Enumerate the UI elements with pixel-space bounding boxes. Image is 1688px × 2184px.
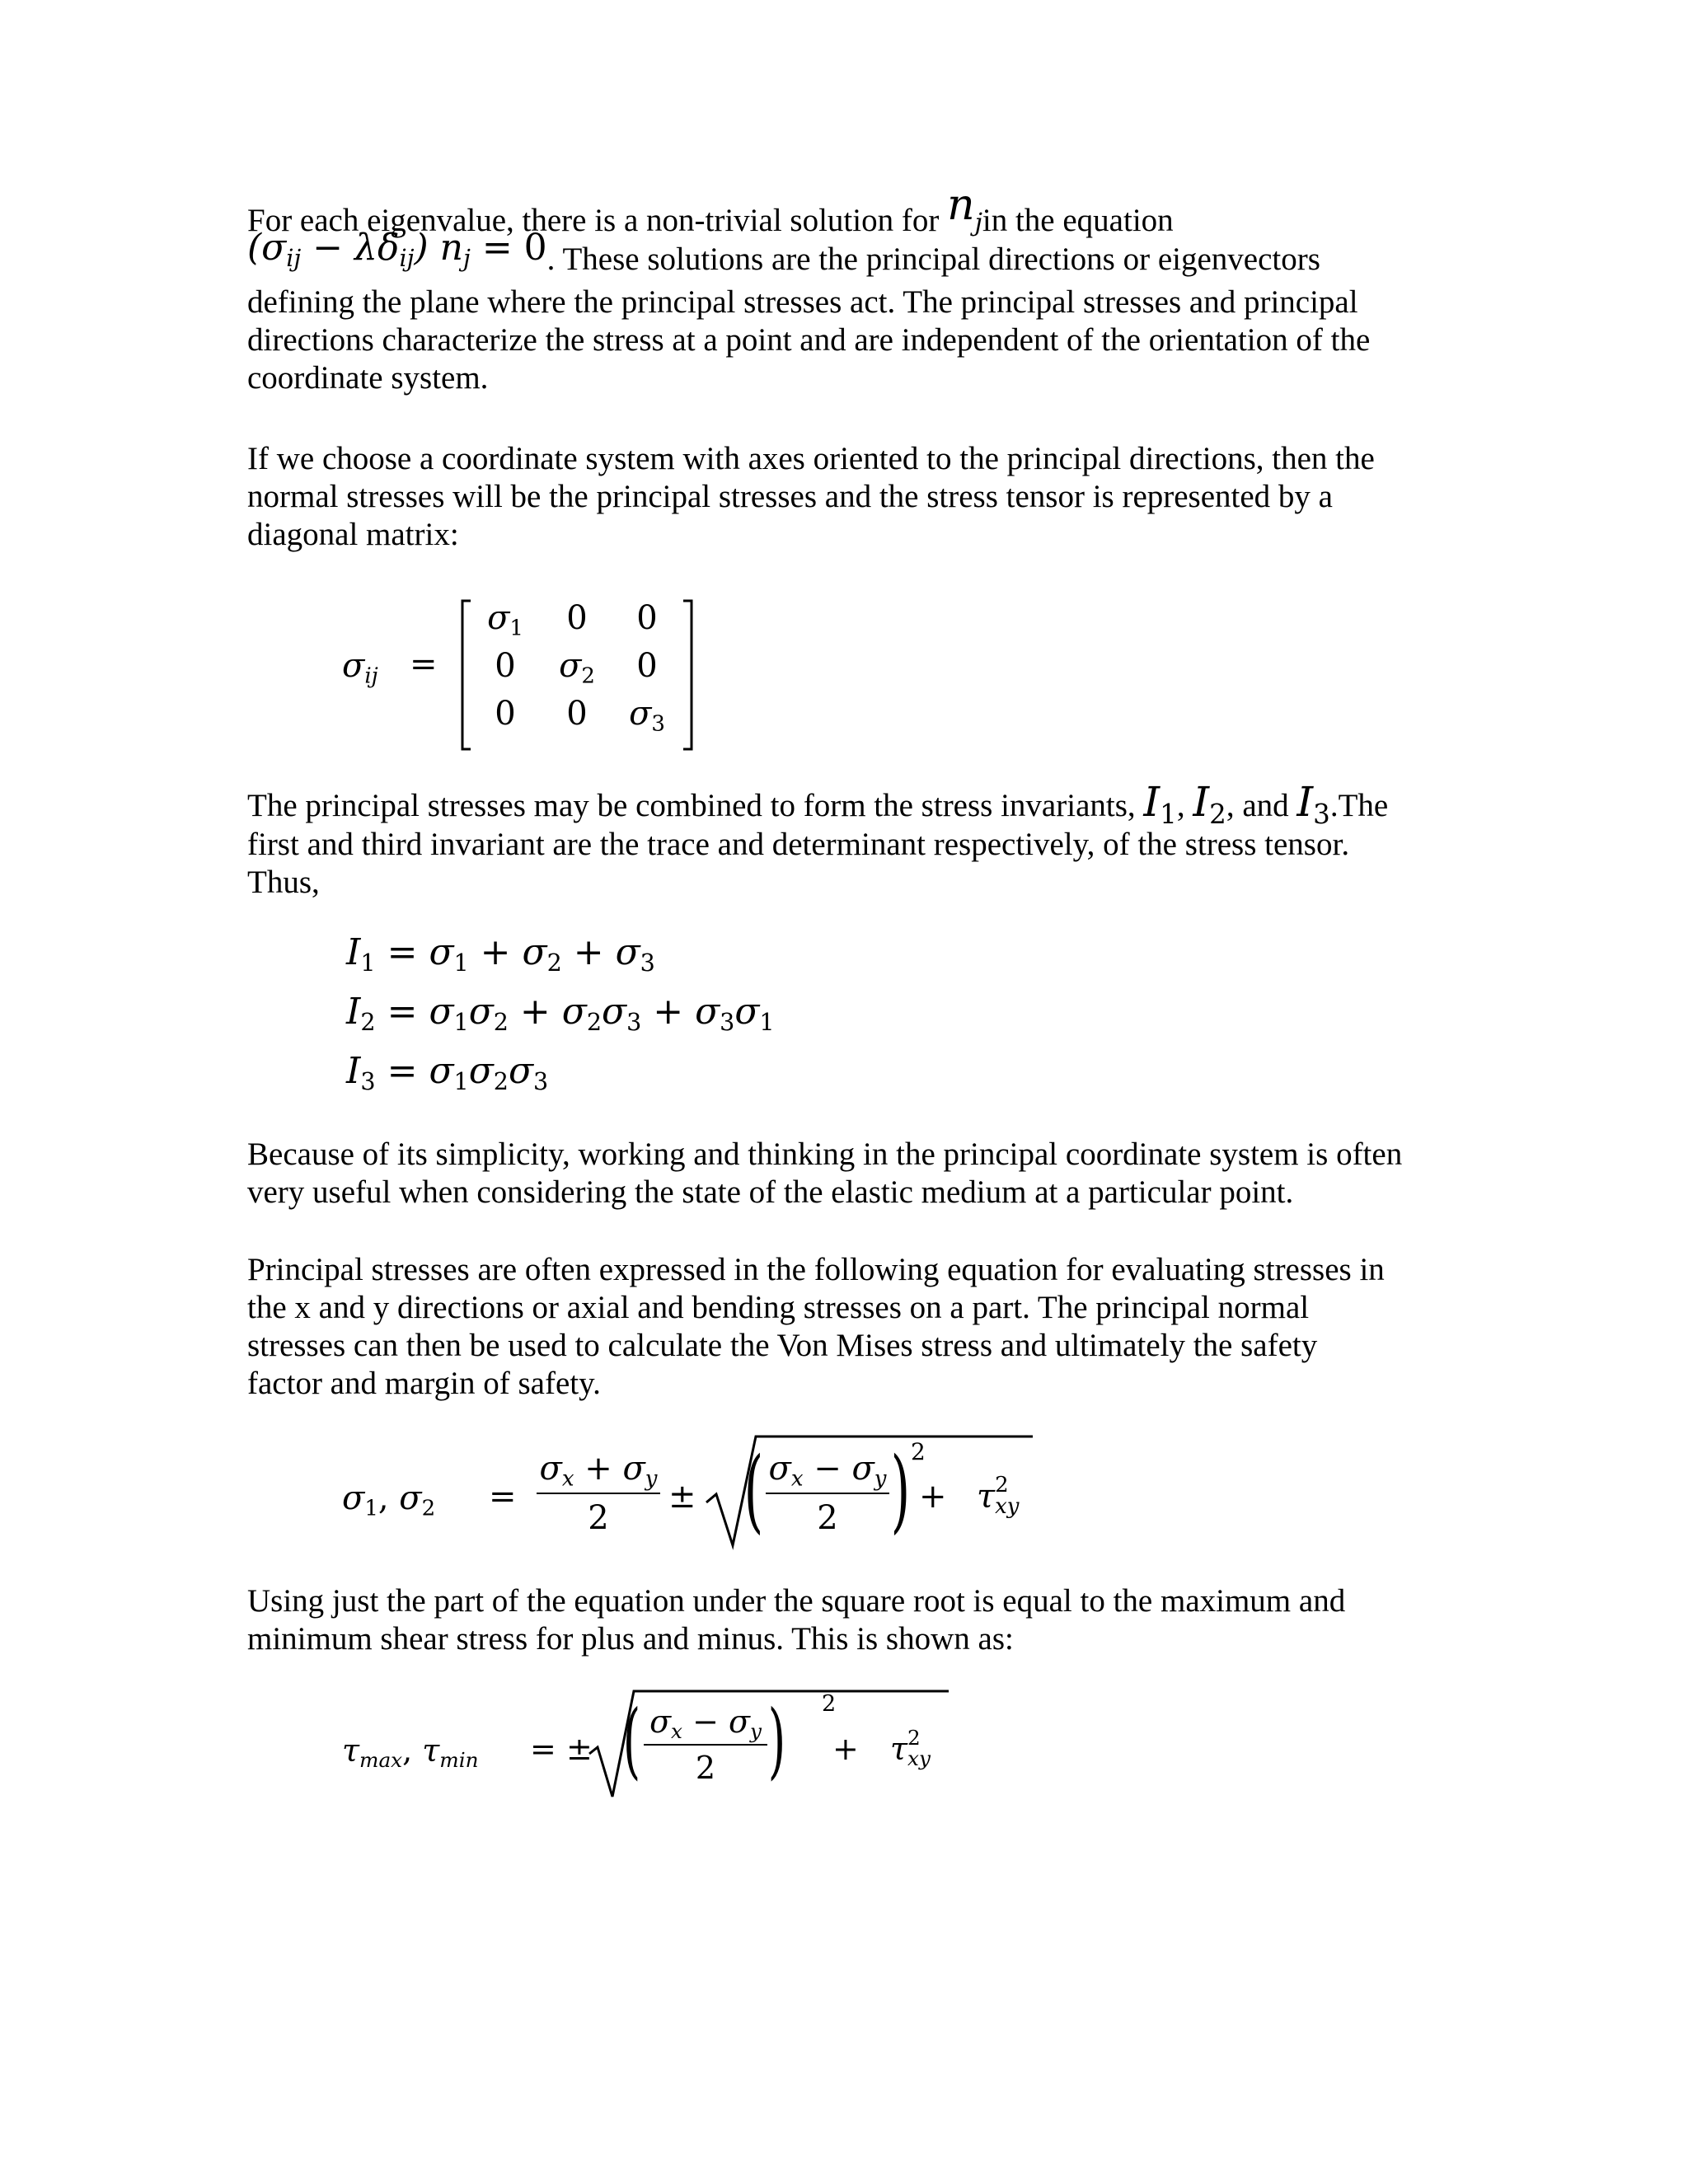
fraction-numerator <box>644 1703 767 1741</box>
math-part: σ <box>429 1050 454 1092</box>
math-sub: x <box>671 1718 682 1743</box>
math-sub: x <box>561 1466 574 1492</box>
math-sub: 3 <box>532 1067 549 1095</box>
math-sub: 2 <box>546 949 562 977</box>
fraction-numerator <box>537 1448 660 1492</box>
text-line: defining the plane where the principal stresses act. The principal stresses and principal <box>247 284 1358 320</box>
math-part: σ <box>851 1450 874 1488</box>
math-part: σ <box>342 1479 365 1517</box>
text-line: Principal stresses are often expressed in the following equation for evaluating stresses in <box>247 1252 1385 1287</box>
equation-I3 <box>346 1050 549 1095</box>
math-sub: 3 <box>640 949 655 977</box>
matrix-lhs <box>342 647 378 689</box>
math-sub: 1 <box>360 949 376 977</box>
math-sub: 3 <box>651 711 665 737</box>
math-part: σ <box>522 931 547 973</box>
exponent-two: 2 <box>822 1691 837 1717</box>
matrix-cell: 0 <box>566 695 588 733</box>
math-part: + <box>508 991 562 1033</box>
math-sub: 1 <box>509 616 523 641</box>
math-part: τ <box>422 1732 440 1769</box>
math-part: = <box>375 931 429 973</box>
text-line: factor and margin of safety. <box>247 1366 601 1401</box>
math-part: σ <box>734 991 760 1033</box>
math-part: σ <box>399 1479 422 1517</box>
math-sub: 3 <box>626 1008 642 1036</box>
text-part: , and <box>1226 788 1297 823</box>
text-line: Because of its simplicity, working and thinking in the principal coordinate system is often <box>247 1137 1403 1172</box>
fraction-bar <box>766 1493 889 1494</box>
text-line: normal stresses will be the principal stresses and the stress tensor is represented by a <box>247 479 1333 514</box>
math-j: j <box>974 209 982 237</box>
math-part: = <box>375 1050 429 1092</box>
math-I1 <box>1143 778 1177 831</box>
plus-sign: + <box>919 1478 947 1516</box>
math-subsup <box>995 1474 1019 1517</box>
math-n: n <box>947 180 975 230</box>
fraction-difference <box>766 1448 889 1539</box>
math-part: = 0 <box>470 227 547 269</box>
equation-lhs <box>342 1732 479 1772</box>
equation-I1 <box>346 931 655 977</box>
text-line: Thus, <box>247 865 320 900</box>
left-paren: ( <box>622 1692 641 1788</box>
math-part: σ <box>468 1050 494 1092</box>
tau-xy-squared <box>977 1473 1020 1521</box>
math-sub: 2 <box>586 1008 603 1036</box>
paragraph-principal-coordinates <box>247 440 1451 554</box>
text-line: . These solutions are the principal directions or eigenvectors <box>546 241 1320 277</box>
math-part: − λδ <box>301 227 400 269</box>
math-sub: 2 <box>360 1008 376 1036</box>
math-subsup <box>907 1725 931 1770</box>
fraction-mean <box>537 1448 660 1539</box>
math-part: σ <box>429 931 454 973</box>
math-part: + <box>574 1450 623 1488</box>
math-part: σ <box>468 991 494 1033</box>
math-part: + <box>468 931 523 973</box>
matrix-cell <box>614 695 680 737</box>
math-sub: 1 <box>453 949 469 977</box>
math-part: τ <box>342 1732 360 1769</box>
text-line: For each eigenvalue, there is a non-trivial solution for <box>247 203 948 238</box>
math-part: σ <box>429 991 454 1033</box>
text-line: coordinate system. <box>247 360 489 396</box>
math-part: I <box>346 991 361 1033</box>
math-sub: 3 <box>720 1008 735 1036</box>
matrix-equals: = <box>410 645 438 683</box>
math-part: − <box>803 1450 852 1488</box>
math-sub: 2 <box>1209 799 1226 831</box>
math-sub: xy <box>995 1494 1020 1519</box>
math-I3 <box>1296 778 1330 831</box>
text-line: directions characterize the stress at a point and are independent of the orientation of the <box>247 322 1371 358</box>
math-part: + <box>641 991 696 1033</box>
exponent-two: 2 <box>911 1438 926 1465</box>
math-part: σ <box>728 1704 750 1740</box>
math-sub: 2 <box>421 1496 436 1521</box>
math-sup: 2 <box>907 1725 921 1750</box>
text-part: , <box>1176 788 1193 823</box>
math-sub: 1 <box>759 1008 775 1036</box>
math-part: ) n <box>414 227 463 269</box>
math-part: I <box>346 931 361 973</box>
plus-minus-sign: ± <box>566 1731 593 1767</box>
invariant-equations <box>346 931 923 1113</box>
math-part: σ <box>622 1450 645 1488</box>
math-sub: 1 <box>1160 799 1177 831</box>
math-sub: max <box>359 1747 403 1772</box>
text-line: Using just the part of the equation under the square root is equal to the maximum and <box>247 1583 1346 1619</box>
left-paren: ( <box>743 1437 764 1543</box>
right-paren: ) <box>767 1692 786 1788</box>
matrix-cell <box>544 647 610 689</box>
math-sub: y <box>645 1466 658 1492</box>
principal-stress-equation <box>342 1430 1043 1578</box>
math-sub: ij <box>286 244 302 272</box>
text-line: The principal stresses may be combined to form the stress invariants, <box>247 788 1144 823</box>
math-sub: ij <box>364 663 378 689</box>
math-sup: 2 <box>995 1473 1009 1497</box>
text-line: If we choose a coordinate system with axes oriented to the principal directions, then the <box>247 441 1375 476</box>
plus-minus-sign: ± <box>668 1478 696 1516</box>
math-part: σ <box>561 991 587 1033</box>
tau-xy-squared <box>890 1725 931 1772</box>
math-sub: 1 <box>364 1496 378 1521</box>
math-part: σ <box>615 931 640 973</box>
text-line: the x and y directions or axial and bending stresses on a part. The principal normal <box>247 1290 1310 1325</box>
math-part: , <box>402 1732 423 1769</box>
math-part: σ <box>649 1704 672 1740</box>
matrix-cell: 0 <box>636 647 658 685</box>
math-part: I <box>1143 778 1160 826</box>
math-part: σ <box>602 991 627 1033</box>
math-sub: 1 <box>453 1067 469 1095</box>
math-sub: 3 <box>1313 799 1330 831</box>
text-line: diagonal matrix: <box>247 517 459 552</box>
math-part: σ <box>508 1050 533 1092</box>
equation-lhs <box>342 1479 436 1521</box>
math-part: σ <box>539 1450 562 1488</box>
fraction-bar <box>644 1744 767 1746</box>
text-line: very useful when considering the state of the elastic medium at a particular point. <box>247 1174 1294 1210</box>
matrix-cell: 0 <box>495 695 516 733</box>
fraction-denominator: 2 <box>817 1499 838 1537</box>
math-part: σ <box>695 991 720 1033</box>
paragraph-invariants <box>247 778 1451 902</box>
math-part: σ <box>487 599 510 637</box>
equation-equals: = <box>489 1478 517 1516</box>
math-part: , <box>377 1479 400 1517</box>
matrix-cell: 0 <box>636 599 658 637</box>
diagonal-matrix-equation <box>342 589 696 754</box>
matrix-cell: 0 <box>566 599 588 637</box>
text-line: stresses can then be used to calculate the Von Mises stress and ultimately the safety <box>247 1328 1318 1363</box>
text-line: first and third invariant are the trace and determinant respectively, of the stress tensor. <box>247 827 1350 862</box>
math-sub: 2 <box>493 1067 509 1095</box>
paragraph-simplicity <box>247 1136 1451 1212</box>
fraction-bar <box>537 1493 660 1494</box>
shear-stress-equation <box>342 1681 968 1830</box>
equation-equals: = <box>530 1731 556 1767</box>
math-sub: 3 <box>360 1067 376 1095</box>
paragraph-eigenvectors <box>247 180 1451 397</box>
math-sub: xy <box>907 1746 931 1770</box>
math-sub: j <box>462 244 471 272</box>
math-sub: ij <box>399 244 415 272</box>
text-line: in the equation <box>982 203 1174 238</box>
math-sub: y <box>749 1718 762 1743</box>
math-sub: y <box>874 1466 887 1492</box>
math-part: I <box>1193 778 1210 826</box>
math-part: σ <box>342 647 365 685</box>
fraction-denominator: 2 <box>588 1499 609 1537</box>
text-part: .The <box>1329 788 1389 823</box>
equation-I2 <box>346 991 775 1036</box>
paragraph-principal-stresses <box>247 1251 1451 1403</box>
matrix-cell: 0 <box>495 647 516 685</box>
math-part: σ <box>629 695 652 733</box>
math-part: τ <box>977 1478 996 1516</box>
math-sub: min <box>439 1747 479 1772</box>
math-sub: x <box>790 1466 804 1492</box>
math-part: σ <box>768 1450 791 1488</box>
math-part: (σ <box>247 227 287 269</box>
math-part: σ <box>559 647 582 685</box>
math-eigen-equation <box>247 227 547 272</box>
plus-sign: + <box>832 1731 859 1767</box>
math-part: = <box>375 991 429 1033</box>
fraction-denominator: 2 <box>695 1750 716 1786</box>
math-part: + <box>561 931 616 973</box>
math-part: I <box>1296 778 1314 826</box>
math-sub: 2 <box>493 1008 509 1036</box>
fraction-difference <box>644 1703 767 1787</box>
math-part: − <box>682 1704 729 1740</box>
right-paren: ) <box>890 1437 911 1543</box>
math-part: τ <box>890 1731 908 1767</box>
math-part: I <box>346 1050 361 1092</box>
paragraph-shear-stress <box>247 1582 1451 1658</box>
math-sub: 2 <box>581 663 595 689</box>
matrix-cell <box>472 599 538 641</box>
text-line: minimum shear stress for plus and minus. This is shown as: <box>247 1621 1014 1657</box>
math-I2 <box>1193 778 1226 831</box>
fraction-numerator <box>766 1448 889 1492</box>
math-sub: 1 <box>453 1008 469 1036</box>
